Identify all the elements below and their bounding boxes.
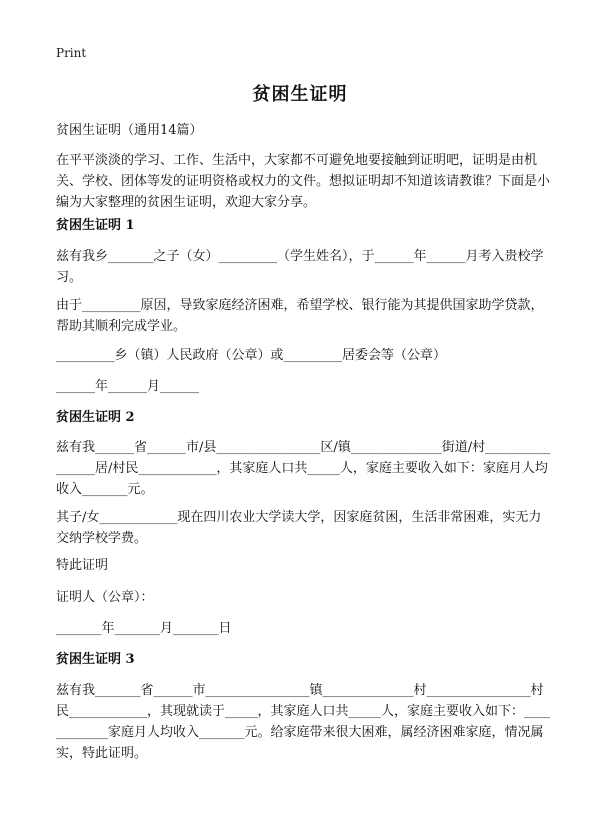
section-2-date-line: _______年_______月_______日 [56, 621, 232, 636]
section-1-paragraph-1: 兹有我乡_______之子（女）_________（学生姓名），于______年______月考入贵校学习。 [56, 249, 544, 285]
intro-paragraph: 在平平淡淡的学习、工作、生活中，大家都不可避免地要接触到证明吧，证明是由机关、学校、团体等发的证明资格或权力的文件。想拟证明却不知道该请教谁？下面是小编为大家整理的贫困生证明，欢迎大家分享。 [56, 153, 551, 210]
section-2-paragraph-1: 兹有我______省______市/县________________区/镇______________街道/村________________居/村民____________，其家庭人口共_____人，家庭主要收入如下：家庭月人均收入_______元。 [56, 440, 551, 497]
section-2-paragraph-3: 特此证明 [56, 558, 109, 573]
section-1-date-line: ______年______月______ [56, 379, 200, 394]
section-1-paragraph-3: _________乡（镇）人民政府（公章）或_________居委会等（公章） [56, 348, 447, 363]
document-title: 贫困生证明 [252, 84, 348, 105]
print-link[interactable]: Print [56, 46, 87, 60]
section-heading-2: 贫困生证明 2 [56, 410, 135, 425]
document-subtitle: 贫困生证明（通用14篇） [56, 123, 203, 138]
section-3-paragraph-1: 兹有我_______省______市________________镇______________村________________村民____________，其现就读于_____，其家庭人口共_____人，家庭主要收入如下：____________家庭月人均收入_______元。给家庭带来很大困难，属经济困难家庭，情况属实，特此证明。 [56, 683, 551, 761]
section-heading-1: 贫困生证明 1 [56, 218, 135, 233]
section-2-paragraph-2: 其子/女____________现在四川农业大学读大学，因家庭贫困，生活非常困难，实无力交纳学校学费。 [56, 510, 542, 546]
section-heading-3: 贫困生证明 3 [56, 652, 135, 667]
section-1-paragraph-2: 由于_________原因，导致家庭经济困难，希望学校、银行能为其提供国家助学贷款，帮助其顺利完成学业。 [56, 298, 544, 334]
section-2-paragraph-4: 证明人（公章）： [56, 590, 154, 605]
